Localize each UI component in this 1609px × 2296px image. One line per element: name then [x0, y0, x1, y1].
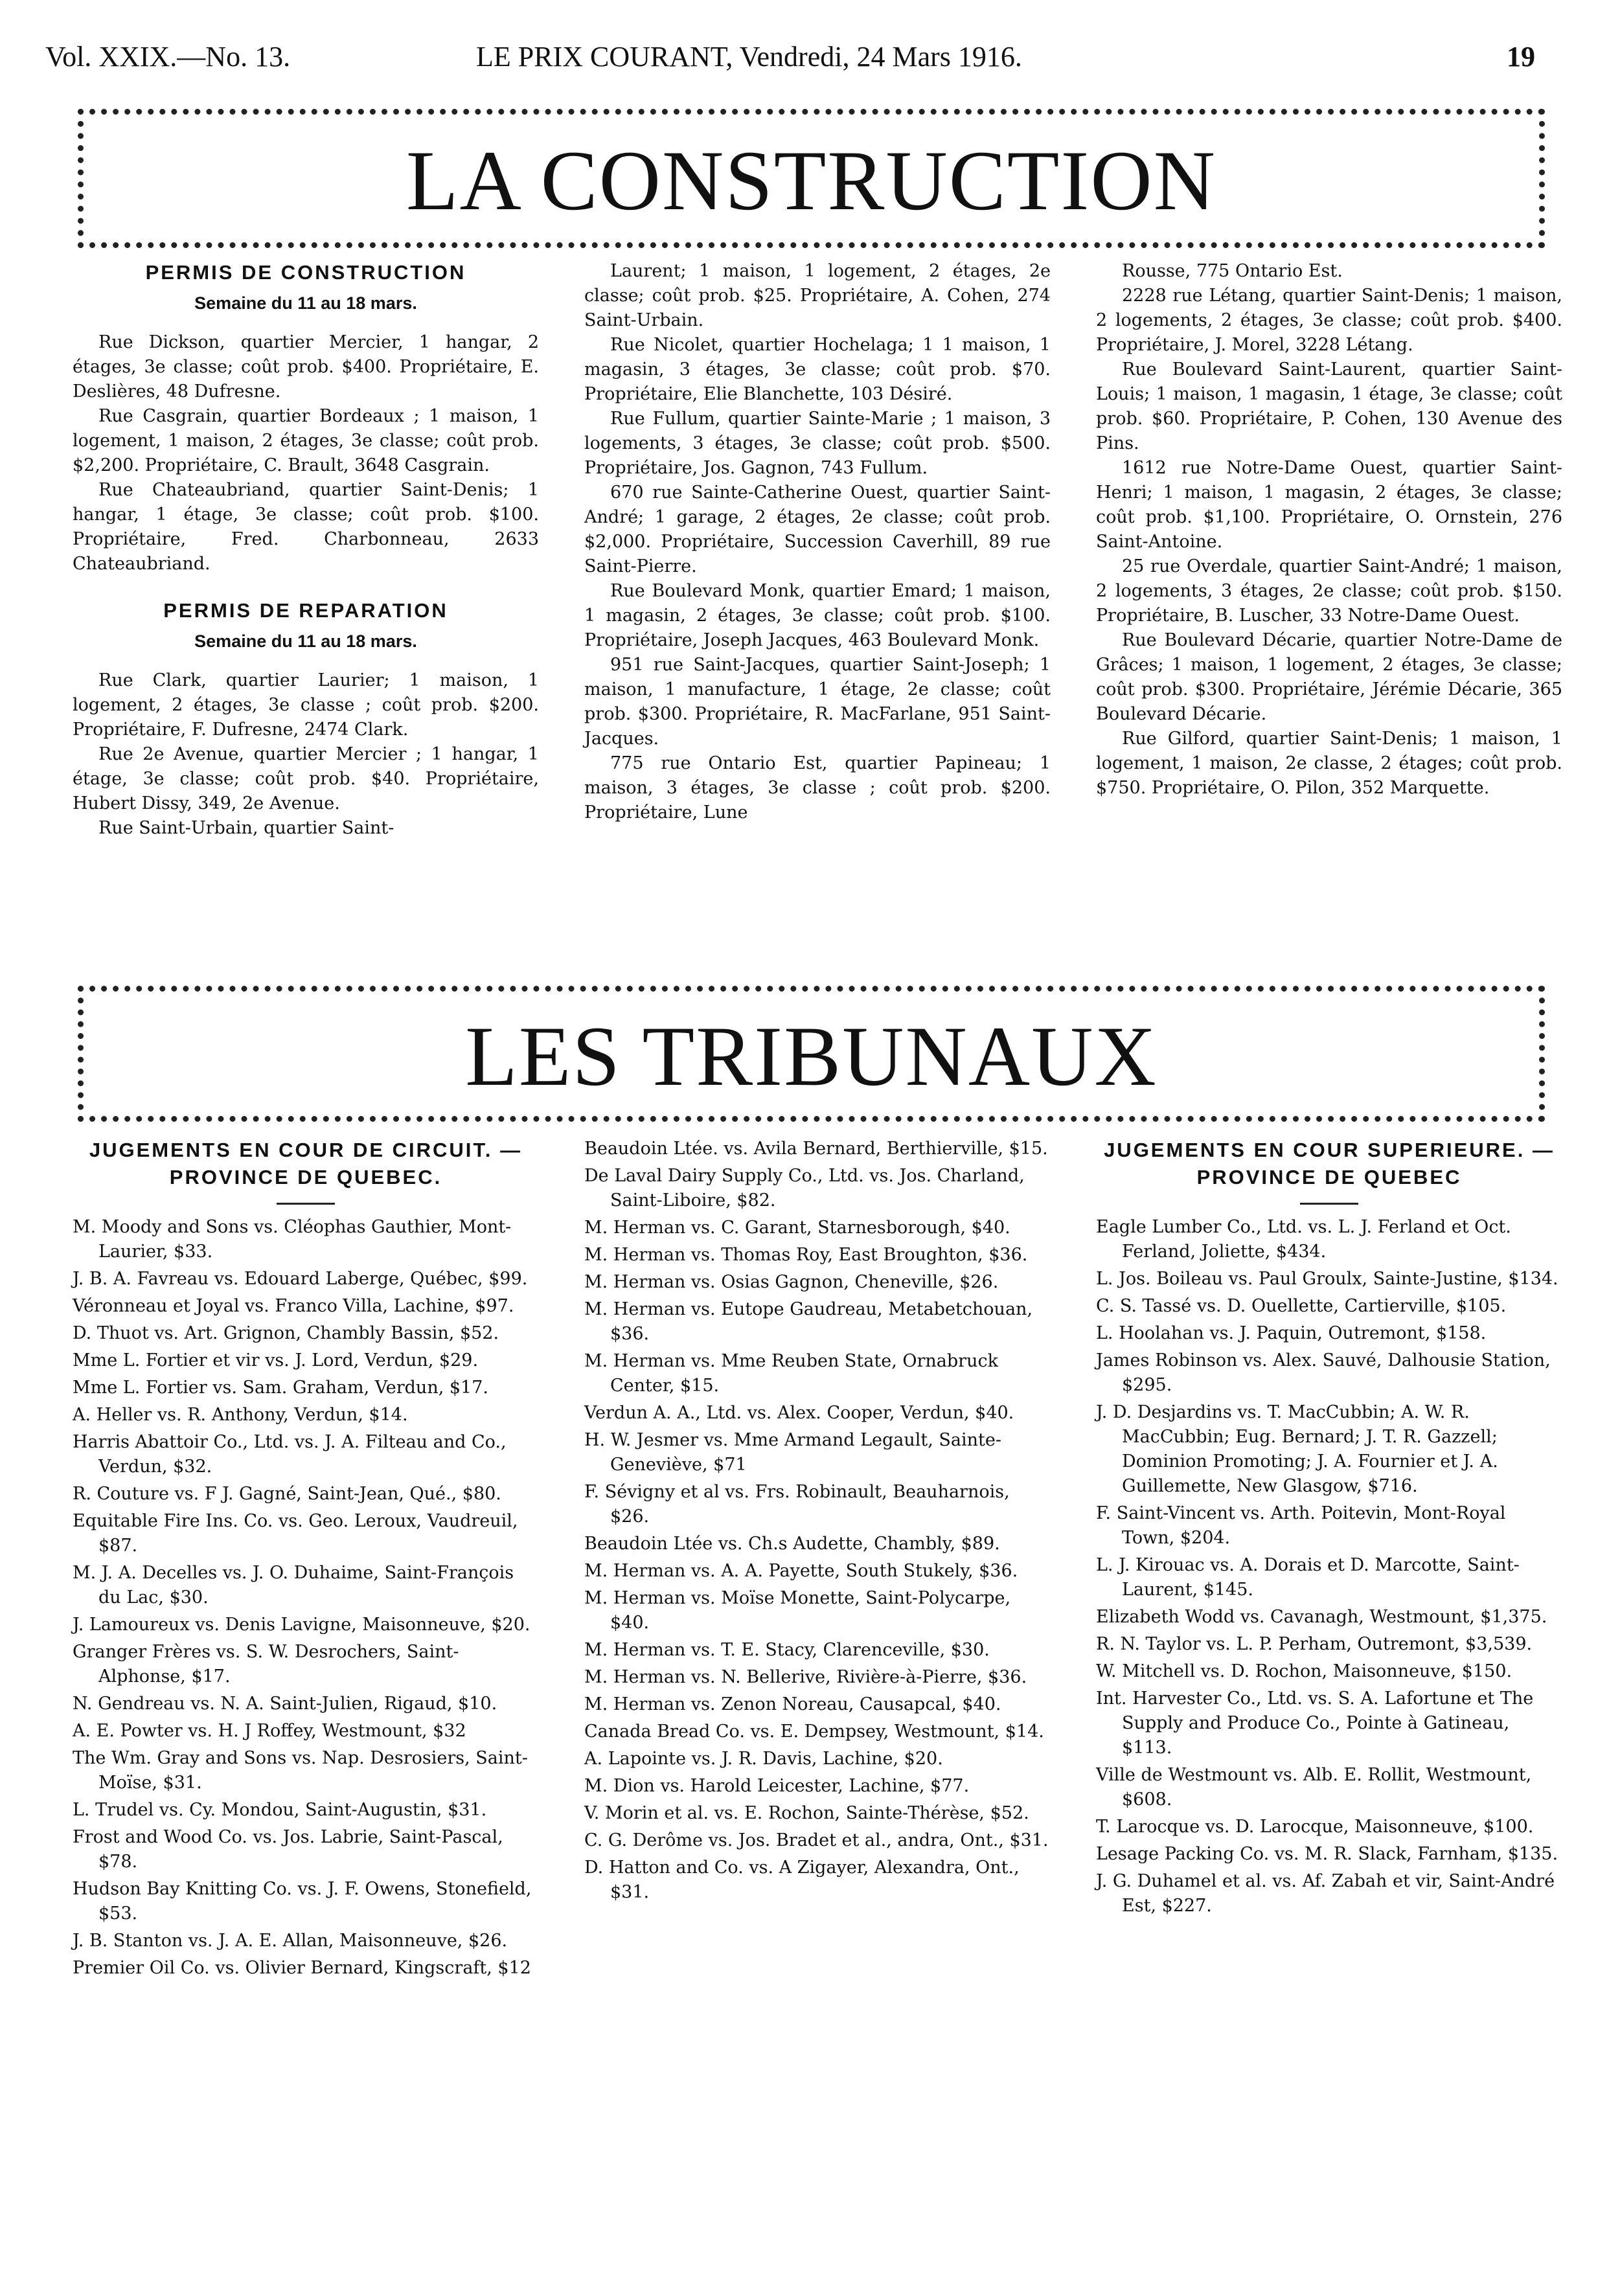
judgment-entry: T. Larocque vs. D. Larocque, Maisonneuve, $100.: [1096, 1817, 1534, 1837]
judgment-entry: A. E. Powter vs. H. J Roffey, Westmount, $32: [73, 1721, 466, 1741]
tribunaux-banner: [78, 986, 1545, 1122]
permit-entry: 25 rue Overdale, quartier Saint-André; 1 maison, 2 logements, 3 étages, 2e classe; coût prob. $150. Propriétaire, B. Luscher, 33 Notre-Dame Ouest.: [1096, 556, 1562, 626]
tribunaux-column-2: [584, 1137, 1051, 1907]
judgment-entry: D. Hatton and Co. vs. A Zigayer, Alexandra, Ont., $31.: [584, 1858, 1020, 1902]
construction-section: [73, 259, 1562, 959]
permit-entry: Rue Casgrain, quartier Bordeaux ; 1 maison, 1 logement, 1 maison, 2 étages, 3e classe; coût prob. $2,200. Propriétaire, C. Brault, 3648 Casgrain.: [73, 406, 539, 475]
judgment-entry: F. Saint-Vincent vs. Arth. Poitevin, Mont-Royal Town, $204.: [1096, 1503, 1506, 1548]
heading-rule: [1300, 1203, 1358, 1205]
judgment-entry: Beaudoin Ltée vs. Ch.s Audette, Chambly, $89.: [584, 1534, 1000, 1554]
judgment-entry: Ville de Westmount vs. Alb. E. Rollit, Westmount, $608.: [1096, 1765, 1532, 1810]
construction-column-2: [584, 259, 1051, 825]
judgment-entry: M. Herman vs. A. A. Payette, South Stukely, $36.: [584, 1561, 1018, 1581]
permit-entry: 775 rue Ontario Est, quartier Papineau; 1 maison, 3 étages, 3e classe ; coût prob. $200. Propriétaire, Lune: [584, 753, 1051, 823]
judgment-entry: M. Herman vs. Eutope Gaudreau, Metabetchouan, $36.: [584, 1299, 1033, 1344]
permit-entry: 951 rue Saint-Jacques, quartier Saint-Joseph; 1 maison, 1 manufacture, 1 étage, 2e classe; coût prob. $300. Propriétaire, R. MacFarlane, 951 Saint-Jacques.: [584, 655, 1051, 749]
judgment-entry: Elizabeth Wodd vs. Cavanagh, Westmount, $1,375.: [1096, 1607, 1547, 1627]
judgment-entry-list: [73, 1215, 539, 1981]
permit-entry: Rue Chateaubriand, quartier Saint-Denis; 1 hangar, 1 étage, 3e classe; coût prob. $100. Propriétaire, Fred. Charbonneau, 2633 Chateaubriand.: [73, 480, 539, 574]
permit-entry-list: [1096, 259, 1562, 801]
judgment-entry: L. Jos. Boileau vs. Paul Groulx, Sainte-Justine, $134.: [1096, 1269, 1558, 1289]
judgment-entry: R. N. Taylor vs. L. P. Perham, Outremont, $3,539.: [1096, 1634, 1533, 1654]
judgment-entry: C. S. Tassé vs. D. Ouellette, Cartierville, $105.: [1096, 1296, 1507, 1316]
tribunaux-section: [73, 1137, 1558, 2270]
judgment-entry: V. Morin et al. vs. E. Rochon, Sainte-Thérèse, $52.: [584, 1803, 1029, 1823]
judgment-entry: Eagle Lumber Co., Ltd. vs. L. J. Ferland et Oct. Ferland, Joliette, $434.: [1096, 1217, 1511, 1262]
judgment-entry: Frost and Wood Co. vs. Jos. Labrie, Saint-Pascal, $78.: [73, 1827, 503, 1872]
running-head: [45, 40, 1535, 79]
tribunaux-column-1: [73, 1137, 539, 1983]
judgment-entry: Beaudoin Ltée. vs. Avila Bernard, Berthierville, $15.: [584, 1139, 1048, 1159]
permit-entry-list: [584, 259, 1051, 825]
judgment-entry: M. Herman vs. N. Bellerive, Rivière-à-Pierre, $36.: [584, 1667, 1027, 1687]
judgment-entry: J. B. A. Favreau vs. Edouard Laberge, Québec, $99.: [73, 1269, 528, 1289]
permit-entry: Rue Boulevard Saint-Laurent, quartier Saint-Louis; 1 maison, 1 magasin, 1 étage, 3e classe; coût prob. $60. Propriétaire, P. Cohen, 130 Avenue des Pins.: [1096, 359, 1562, 453]
judgment-entry: M. Herman vs. Mme Reuben State, Ornabruck Center, $15.: [584, 1351, 998, 1396]
permit-entry: Rue Fullum, quartier Sainte-Marie ; 1 maison, 3 logements, 3 étages, 3e classe; coût prob. $500. Propriétaire, Jos. Gagnon, 743 Fullum.: [584, 409, 1051, 478]
judgment-entry: A. Heller vs. R. Anthony, Verdun, $14.: [73, 1405, 408, 1425]
judgment-entry: A. Lapointe vs. J. R. Davis, Lachine, $20.: [584, 1749, 943, 1769]
judgment-entry: J. G. Duhamel et al. vs. Af. Zabah et vir, Saint-André Est, $227.: [1096, 1871, 1555, 1916]
judgment-entry: L. Trudel vs. Cy. Mondou, Saint-Augustin, $31.: [73, 1800, 487, 1820]
judgment-entry: D. Thuot vs. Art. Grignon, Chambly Bassin, $52.: [73, 1323, 499, 1343]
permit-entry: 670 rue Sainte-Catherine Ouest, quartier Saint-André; 1 garage, 2 étages, 2e classe; coût prob. $2,000. Propriétaire, Succession Caverhill, 89 rue Saint-Pierre.: [584, 483, 1051, 576]
judgment-entry: Mme L. Fortier et vir vs. J. Lord, Verdun, $29.: [73, 1350, 479, 1370]
permit-entry: 2228 rue Létang, quartier Saint-Denis; 1 maison, 2 logements, 2 étages, 3e classe; coût prob. $400. Propriétaire, J. Morel, 3228 Létang.: [1096, 286, 1562, 355]
construction-banner: [78, 109, 1545, 248]
permit-entry: 1612 rue Notre-Dame Ouest, quartier Saint-Henri; 1 maison, 1 magasin, 2 étages, 3e classe; coût prob. $1,100. Propriétaire, O. Ornstein, 276 Saint-Antoine.: [1096, 458, 1562, 552]
judgment-entry: J. B. Stanton vs. J. A. E. Allan, Maisonneuve, $26.: [73, 1931, 508, 1951]
judgment-entry: Granger Frères vs. S. W. Desrochers, Saint-Alphonse, $17.: [73, 1642, 459, 1687]
permit-entry-list: [73, 330, 539, 576]
tribunaux-column-3: [1096, 1137, 1562, 1921]
permit-entry: Rue Boulevard Décarie, quartier Notre-Dame de Grâces; 1 maison, 1 logement, 2 étages, 3e classe; coût prob. $300. Propriétaire, Jérémie Décarie, 365 Boulevard Décarie.: [1096, 630, 1562, 724]
judgment-entry: Premier Oil Co. vs. Olivier Bernard, Kingscraft, $12: [73, 1958, 531, 1978]
judgment-entry: J. D. Desjardins vs. T. MacCubbin; A. W. R. MacCubbin; Eug. Bernard; J. T. R. Gazzell; Dominion Promoting; J. A. Fournier et J. A. Guillemette, New Glasgow, $716.: [1096, 1402, 1498, 1496]
judgment-entry: M. J. A. Decelles vs. J. O. Duhaime, Saint-François du Lac, $30.: [73, 1563, 514, 1608]
permis-construction-heading: PERMIS DE CONSTRUCTION: [145, 261, 466, 284]
judgment-entry: H. W. Jesmer vs. Mme Armand Legault, Sainte-Geneviève, $71: [584, 1430, 1001, 1475]
permis-reparation-week: Semaine du 11 au 18 mars.: [194, 631, 417, 651]
judgment-entry: L. Hoolahan vs. J. Paquin, Outremont, $158.: [1096, 1323, 1487, 1343]
judgment-entry: Canada Bread Co. vs. E. Dempsey, Westmount, $14.: [584, 1722, 1044, 1742]
permit-entry-list: [73, 668, 539, 841]
judgment-entry: M. Herman vs. C. Garant, Starnesborough, $40.: [584, 1218, 1010, 1238]
construction-column-1: [73, 259, 539, 841]
judgment-entry: Harris Abattoir Co., Ltd. vs. J. A. Filteau and Co., Verdun, $32.: [73, 1432, 507, 1477]
judgment-entry: Int. Harvester Co., Ltd. vs. S. A. Lafortune et The Supply and Produce Co., Pointe à Gatineau, $113.: [1096, 1688, 1534, 1758]
judgment-entry: W. Mitchell vs. D. Rochon, Maisonneuve, $150.: [1096, 1661, 1512, 1681]
permit-entry: Rue 2e Avenue, quartier Mercier ; 1 hangar, 1 étage, 3e classe; coût prob. $40. Propriétaire, Hubert Dissy, 349, 2e Avenue.: [73, 744, 539, 813]
judgment-entry-list: [584, 1137, 1051, 1905]
permit-entry: Laurent; 1 maison, 1 logement, 2 étages, 2e classe; coût prob. $25. Propriétaire, A. Cohen, 274 Saint-Urbain.: [584, 261, 1051, 330]
judgment-entry: Mme L. Fortier vs. Sam. Graham, Verdun, $17.: [73, 1378, 488, 1398]
judgment-entry: R. Couture vs. F J. Gagné, Saint-Jean, Qué., $80.: [73, 1484, 501, 1504]
permit-entry: Rue Clark, quartier Laurier; 1 maison, 1 logement, 2 étages, 3e classe ; coût prob. $200. Propriétaire, F. Dufresne, 2474 Clark.: [73, 670, 539, 740]
construction-title: LA CONSTRUCTION: [405, 133, 1217, 228]
judgment-entry: M. Dion vs. Harold Leicester, Lachine, $77.: [584, 1776, 970, 1796]
cour-superieure-heading: JUGEMENTS EN COUR SUPERIEURE. — PROVINCE DE QUEBEC: [1104, 1139, 1555, 1188]
judgment-entry: Lesage Packing Co. vs. M. R. Slack, Farnham, $135.: [1096, 1844, 1558, 1864]
judgment-entry: N. Gendreau vs. N. A. Saint-Julien, Rigaud, $10.: [73, 1694, 497, 1714]
judgment-entry: M. Herman vs. Thomas Roy, East Broughton, $36.: [584, 1245, 1028, 1265]
judgment-entry: The Wm. Gray and Sons vs. Nap. Desrosiers, Saint-Moïse, $31.: [73, 1748, 528, 1793]
judgment-entry: M. Herman vs. Zenon Noreau, Causapcal, $40.: [584, 1694, 1001, 1714]
judgment-entry: M. Herman vs. Moïse Monette, Saint-Polycarpe, $40.: [584, 1588, 1011, 1633]
heading-rule: [277, 1203, 335, 1205]
judgment-entry: De Laval Dairy Supply Co., Ltd. vs. Jos. Charland, Saint-Liboire, $82.: [584, 1166, 1025, 1211]
permit-entry: Rue Dickson, quartier Mercier, 1 hangar, 2 étages, 3e classe; coût prob. $400. Propriétaire, E. Deslières, 48 Dufresne.: [73, 332, 539, 402]
judgment-entry: Equitable Fire Ins. Co. vs. Geo. Leroux, Vaudreuil, $87.: [73, 1511, 518, 1556]
construction-column-3: [1096, 259, 1562, 801]
tribunaux-title: LES TRIBUNAUX: [465, 1008, 1158, 1104]
permit-entry: Rue Boulevard Monk, quartier Emard; 1 maison, 1 magasin, 2 étages, 3e classe; coût prob. $100. Propriétaire, Joseph Jacques, 463 Boulevard Monk.: [584, 581, 1051, 650]
permis-reparation-heading: PERMIS DE REPARATION: [163, 599, 448, 622]
judgment-entry: M. Moody and Sons vs. Cléophas Gauthier, Mont-Laurier, $33.: [73, 1217, 512, 1262]
publication-title-date: LE PRIX COURANT, Vendredi, 24 Mars 1916.: [476, 41, 1022, 73]
judgment-entry: Hudson Bay Knitting Co. vs. J. F. Owens, Stonefield, $53.: [73, 1879, 532, 1924]
cour-circuit-heading: JUGEMENTS EN COUR DE CIRCUIT. — PROVINCE DE QUEBEC.: [89, 1139, 523, 1188]
permit-entry: Rousse, 775 Ontario Est.: [1122, 261, 1343, 281]
judgment-entry: Véronneau et Joyal vs. Franco Villa, Lachine, $97.: [73, 1296, 514, 1316]
permis-construction-week: Semaine du 11 au 18 mars.: [194, 293, 417, 313]
permit-entry: Rue Nicolet, quartier Hochelaga; 1 1 maison, 1 magasin, 3 étages, 3e classe; coût prob. $70. Propriétaire, Elie Blanchette, 103 Désiré.: [584, 335, 1051, 404]
judgment-entry: F. Sévigny et al vs. Frs. Robinault, Beauharnois, $26.: [584, 1482, 1010, 1527]
judgment-entry: J. Lamoureux vs. Denis Lavigne, Maisonneuve, $20.: [73, 1615, 531, 1635]
permit-entry: Rue Saint-Urbain, quartier Saint-: [98, 818, 394, 838]
judgment-entry: L. J. Kirouac vs. A. Dorais et D. Marcotte, Saint-Laurent, $145.: [1096, 1555, 1520, 1600]
judgment-entry: M. Herman vs. Osias Gagnon, Cheneville, $26.: [584, 1272, 999, 1292]
volume-number: Vol. XXIX.—No. 13.: [45, 41, 291, 73]
judgment-entry: C. G. Derôme vs. Jos. Bradet et al., andra, Ont., $31.: [584, 1830, 1049, 1850]
judgment-entry: James Robinson vs. Alex. Sauvé, Dalhousie Station, $295.: [1096, 1350, 1551, 1395]
page-number: 19: [1507, 41, 1535, 73]
judgment-entry-list: [1096, 1215, 1562, 1918]
permit-entry: Rue Gilford, quartier Saint-Denis; 1 maison, 1 logement, 1 maison, 2e classe, 2 étages; coût prob. $750. Propriétaire, O. Pilon, 352 Marquette.: [1096, 729, 1562, 798]
judgment-entry: M. Herman vs. T. E. Stacy, Clarenceville, $30.: [584, 1640, 990, 1660]
judgment-entry: Verdun A. A., Ltd. vs. Alex. Cooper, Verdun, $40.: [584, 1403, 1014, 1423]
